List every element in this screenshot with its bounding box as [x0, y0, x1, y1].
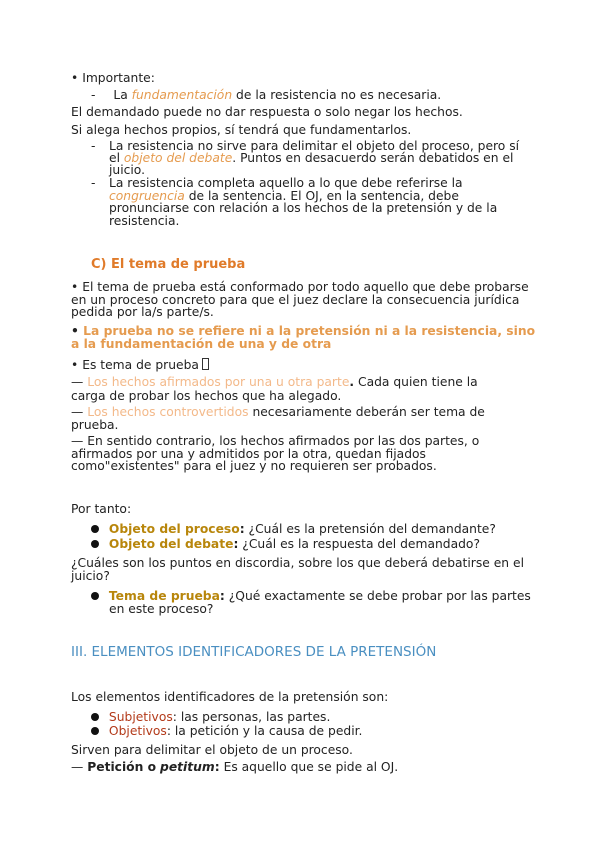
- list-item-text: : la petición y la causa de pedir.: [166, 724, 363, 738]
- list-item-text: ¿Qué exactamente se debe probar por las partes: [228, 589, 531, 603]
- bullet-dot-icon: [91, 540, 99, 548]
- colon: :: [233, 537, 239, 551]
- emdash-item: [71, 375, 478, 390]
- bullet-dot-icon: [91, 713, 99, 721]
- emdash-line: — En sentido contrario, los hechos afirmados por las dos partes, o: [71, 434, 480, 448]
- highlight-hechos-afirmados: Los hechos afirmados por una u otra parte: [87, 375, 350, 389]
- dash-text-pre: La: [113, 88, 128, 102]
- emdash-text: Cada quien tiene la: [357, 375, 478, 389]
- emdash: —: [71, 375, 84, 389]
- emdash-text: necesariamente deberán ser tema de: [252, 405, 485, 419]
- list-item-text: en este proceso?: [109, 602, 214, 616]
- dash-line: resistencia.: [109, 214, 180, 228]
- highlight-congruencia: congruencia: [109, 189, 185, 203]
- emdash: —: [71, 405, 84, 419]
- emdash-line: prueba.: [71, 418, 119, 432]
- dash-line: La resistencia completa aquello a lo que debe referirse la: [109, 176, 463, 190]
- bullet-line: [71, 358, 209, 373]
- period: .: [349, 375, 355, 389]
- bullet-importante: [71, 71, 155, 86]
- dash-line: La resistencia no sirve para delimitar el objeto del proceso, pero sí: [109, 139, 520, 153]
- emdash-text: Es aquello que se pide al OJ.: [223, 760, 399, 774]
- dash: -: [91, 139, 96, 153]
- bullet-text: Es tema de prueba: [82, 358, 199, 372]
- dash-line: [109, 151, 513, 166]
- section-heading: C) El tema de prueba: [91, 257, 246, 272]
- dash: -: [91, 88, 96, 102]
- list-item: [91, 710, 330, 725]
- label-petitum: petitum: [160, 760, 215, 774]
- list-item-text: : las personas, las partes.: [172, 710, 331, 724]
- list-item-text: ¿Cuál es la respuesta del demandado?: [242, 537, 480, 551]
- emdash-line: afirmados por una y admitidos por la otra, quedan fijados: [71, 447, 426, 461]
- bullet-dot-icon: [91, 525, 99, 533]
- bullet: •: [71, 71, 79, 85]
- emdash-item: [71, 760, 398, 775]
- colon: :: [219, 589, 225, 603]
- bullet-line: pedida por la/s parte/s.: [71, 305, 214, 319]
- dash-text-post: . Puntos en desacuerdo serán debatidos en el: [232, 151, 514, 165]
- missing-glyph-icon: [202, 358, 209, 370]
- bullet-dot-icon: [91, 592, 99, 600]
- label-subjetivos: Subjetivos: [108, 710, 173, 724]
- label-peticion: Petición o: [87, 760, 157, 774]
- highlight-text: La prueba no se refiere ni a la pretensión ni a la resistencia, sino: [83, 324, 536, 338]
- emdash-line: como"existentes" para el juez y no requieren ser probados.: [71, 459, 437, 473]
- bullet-text: Importante:: [82, 71, 155, 85]
- dash-item-fundamentacion: [91, 88, 441, 103]
- list-item-text: ¿Cuál es la pretensión del demandante?: [248, 522, 496, 536]
- list-item: [91, 522, 496, 537]
- emdash-line: carga de probar los hechos que ha alegado.: [71, 389, 342, 403]
- emdash: —: [71, 760, 84, 774]
- paragraph: Los elementos identificadores de la pretensión son:: [71, 690, 389, 704]
- colon: :: [214, 760, 220, 774]
- bullet: •: [71, 280, 79, 294]
- bullet-dot-icon: [91, 727, 99, 735]
- emdash-item: [71, 405, 485, 420]
- highlight-text: a la fundamentación de una y de otra: [71, 337, 332, 351]
- bullet-text: El tema de prueba está conformado por todo aquello que debe probarse: [82, 280, 529, 294]
- list-item: [91, 724, 362, 739]
- paragraph: Por tanto:: [71, 502, 132, 516]
- dash-text-post: de la sentencia. El OJ, en la sentencia, debe: [188, 189, 459, 203]
- paragraph: ¿Cuáles son los puntos en discordia, sobre los que deberá debatirse en el: [71, 556, 524, 570]
- highlight-objeto-debate: objeto del debate: [123, 151, 233, 165]
- bullet: •: [71, 324, 79, 338]
- paragraph: El demandado puede no dar respuesta o solo negar los hechos.: [71, 105, 463, 119]
- paragraph: Sirven para delimitar el objeto de un proceso.: [71, 743, 353, 757]
- paragraph: Si alega hechos propios, sí tendrá que fundamentarlos.: [71, 123, 412, 137]
- label-objeto-debate: Objeto del debate: [108, 537, 234, 551]
- bullet: •: [71, 358, 79, 372]
- paragraph: juicio?: [71, 569, 110, 583]
- section-title: III. ELEMENTOS IDENTIFICADORES DE LA PRETENSIÓN: [71, 644, 437, 660]
- list-item: [91, 537, 480, 552]
- highlight-hechos-controvertidos: Los hechos controvertidos: [87, 405, 249, 419]
- bullet-line: en un proceso concreto para que el juez declare la consecuencia jurídica: [71, 293, 520, 307]
- label-objetivos: Objetivos: [108, 724, 167, 738]
- dash-line: juicio.: [109, 163, 146, 177]
- dash-text-pre: el: [109, 151, 120, 165]
- dash-line: pronunciarse con relación a los hechos de la pretensión y de la: [109, 201, 498, 215]
- highlight-fundamentacion: fundamentación: [131, 88, 233, 102]
- label-objeto-proceso: Objeto del proceso: [108, 522, 240, 536]
- colon: :: [239, 522, 245, 536]
- dash-text-post: de la resistencia no es necesaria.: [236, 88, 442, 102]
- dash: -: [91, 176, 96, 190]
- label-tema-prueba: Tema de prueba: [108, 589, 220, 603]
